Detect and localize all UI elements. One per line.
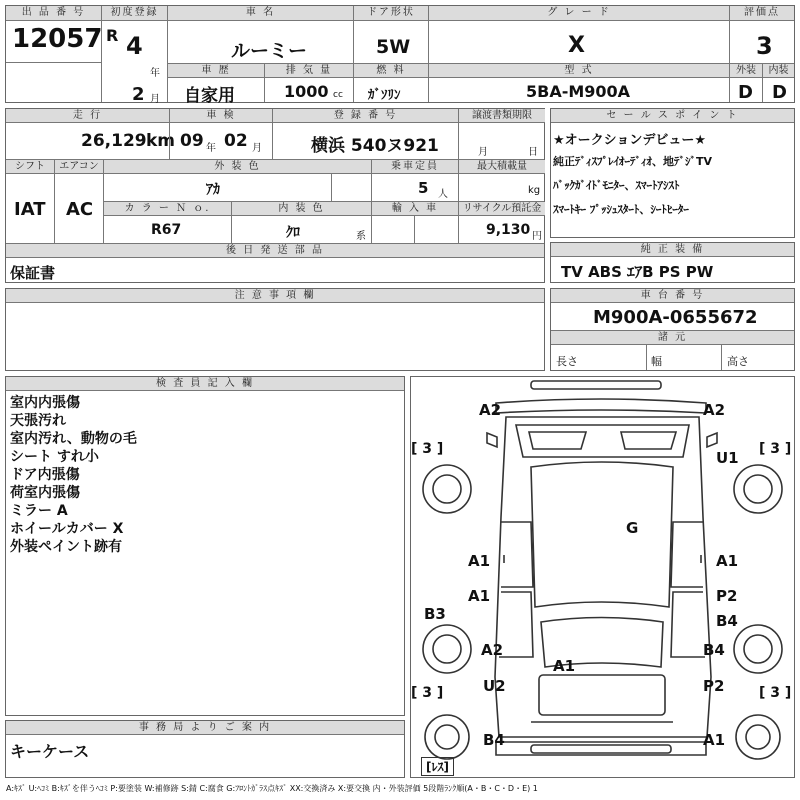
list-item: ミラー A: [10, 503, 68, 519]
mileage-unit: km: [146, 131, 176, 151]
list-item: 外装ペイント跡有: [10, 539, 122, 555]
max-load-header: 最大積載量: [459, 160, 545, 174]
capacity: 5: [418, 179, 429, 197]
month-unit: 月: [150, 94, 160, 105]
list-item: ドア内張傷: [10, 467, 80, 483]
inspector-box: [5, 376, 405, 716]
sales-line: ｽﾏｰﾄｷｰ ﾌﾟｯｼｭｽﾀｰﾄ、ｼｰﾄﾋｰﾀｰ: [553, 203, 689, 216]
chassis-box: [550, 288, 795, 371]
model-header: 型 式: [429, 64, 729, 78]
capacity-unit: 人: [438, 189, 448, 200]
inspection-year: 09: [180, 131, 204, 151]
plate: 横浜 540ヌ921: [311, 136, 439, 156]
details-table: [5, 108, 545, 283]
interior-grade: D: [772, 82, 787, 103]
year-unit: 年: [150, 68, 160, 79]
transfer-day-unit: 日: [528, 147, 538, 158]
list-item: 室内内張傷: [10, 395, 80, 411]
transfer-month-unit: 月: [478, 147, 488, 158]
damage-label: B4: [703, 641, 725, 659]
later-header: 後 日 発 送 部 品: [6, 244, 544, 258]
ac-header: エアコン: [55, 160, 103, 174]
inspection-month-unit: 月: [252, 143, 262, 154]
notes-box: [5, 288, 545, 371]
recycle-header: リサイクル預託金: [459, 202, 545, 216]
damage-label: B3: [424, 605, 446, 623]
history-header: 車 歴: [168, 64, 264, 78]
sales-line: ★オークションデビュー★: [553, 133, 707, 148]
displacement: 1000: [284, 82, 329, 101]
later: 保証書: [10, 264, 56, 282]
color-no-header: カ ラ ー Ｎ ｏ.: [104, 202, 231, 216]
list-item: 室内汚れ、動物の毛: [10, 431, 137, 447]
era: R: [106, 26, 119, 45]
equipment-header: 純 正 装 備: [551, 243, 794, 257]
door-header: ドア形状: [354, 6, 428, 21]
shift: IAT: [14, 199, 46, 220]
car-name: ルーミー: [231, 40, 308, 62]
reg-year: 4: [126, 32, 143, 60]
notes-header: 注 意 事 項 欄: [6, 289, 544, 303]
shift-header: シフト: [6, 160, 54, 174]
damage-label: A1: [468, 587, 491, 605]
damage-label: A1: [703, 731, 726, 749]
office-header: 事 務 局 よ り ご 案 内: [6, 721, 404, 735]
spare-tire: [ﾚｽ]: [421, 757, 454, 776]
ext-color: ｱｶ: [206, 182, 220, 198]
int-color: ｸﾛ: [286, 225, 300, 241]
damage-label: A2: [703, 401, 726, 419]
grade-header: グ レ ー ド: [429, 6, 729, 21]
chassis-number: M900A-0655672: [593, 307, 758, 328]
car-diagram: [410, 376, 795, 778]
damage-label: A2: [479, 401, 502, 419]
width-label: 幅: [651, 355, 662, 368]
lot-number: 12057: [12, 24, 103, 54]
history: 自家用: [184, 86, 235, 106]
list-item: 荷室内張傷: [10, 485, 80, 501]
sales-box: [550, 108, 795, 238]
grade: X: [568, 33, 585, 58]
inspection-header: 車 検: [170, 109, 272, 123]
capacity-header: 乗車定員: [372, 160, 458, 174]
legend: A:ｷｽﾞ U:ﾍｺﾐ B:ｷｽﾞを伴うﾍｺﾐ P:要塗装 W:補修跡 S:錆 C:腐食 G:ﾌﾛﾝﾄｶﾞﾗｽ点ｷｽﾞ XX:交換済み X:要交換 内・外装評価 5段階ﾗﾝｸ順(A・B・C・D・E) 1: [6, 784, 538, 793]
damage-label: A1: [716, 552, 739, 570]
reg-month: 2: [132, 84, 145, 105]
plate-header: 登 録 番 号: [273, 109, 458, 123]
damage-label: U1: [716, 449, 739, 467]
score: 3: [756, 32, 773, 60]
damage-label: G: [626, 519, 639, 537]
list-item: ホイールカバー X: [10, 521, 124, 537]
interior-header: 内装: [763, 64, 794, 78]
first-reg-header: 初度登録: [102, 6, 167, 21]
door: 5W: [376, 36, 411, 58]
damage-label: A1: [468, 552, 491, 570]
equipment-value: TV ABS ｴｱB PS PW: [561, 263, 714, 281]
int-color-header: 内 装 色: [232, 202, 371, 216]
list-item: 天張汚れ: [10, 413, 66, 429]
dims-header: 諸 元: [551, 331, 794, 345]
list-item: シート すれ小: [10, 449, 99, 465]
color-no: R67: [151, 222, 182, 238]
inspection-month: 02: [224, 131, 248, 151]
mileage-header: 走 行: [6, 109, 169, 123]
lot-header: 出 品 番 号: [6, 6, 101, 21]
damage-label: B4: [483, 731, 505, 749]
sales-line: ﾊﾞｯｸｶﾞｲﾄﾞﾓﾆﾀｰ、ｽﾏｰﾄｱｼｽﾄ: [553, 179, 680, 192]
damage-label: A1: [553, 657, 576, 675]
inspector-list: [10, 394, 137, 556]
ext-color-header: 外 装 色: [104, 160, 371, 174]
recycle: 9,130: [486, 222, 531, 238]
import-header: 輸 入 車: [372, 202, 458, 216]
tire-tread: [ 3 ]: [411, 685, 444, 701]
car-outline: [411, 377, 794, 777]
displacement-unit: cc: [333, 90, 343, 100]
inspection-year-unit: 年: [206, 143, 216, 154]
damage-label: P2: [703, 677, 725, 695]
tire-tread: [ 3 ]: [759, 441, 792, 457]
tire-tread: [ 3 ]: [411, 441, 444, 457]
length-label: 長さ: [556, 355, 578, 368]
office-box: [5, 720, 405, 778]
exterior-header: 外装: [730, 64, 762, 78]
sales-header: セ ー ル ス ポ イ ン ト: [551, 109, 794, 123]
car-name-header: 車 名: [168, 6, 353, 21]
damage-label: P2: [716, 587, 738, 605]
mileage: 26,129: [81, 131, 147, 151]
displacement-header: 排 気 量: [265, 64, 353, 78]
fuel-header: 燃 料: [354, 64, 428, 78]
damage-label: B4: [716, 612, 738, 630]
score-header: 評価点: [730, 6, 794, 21]
int-color-unit: 系: [356, 231, 366, 242]
height-label: 高さ: [727, 355, 749, 368]
ac: AC: [66, 199, 94, 220]
top-table: [5, 5, 795, 106]
equipment-box: [550, 242, 795, 283]
recycle-unit: 円: [532, 231, 542, 242]
inspector-header: 検 査 員 記 入 欄: [6, 377, 404, 391]
fuel: ｶﾞｿﾘﾝ: [368, 88, 401, 103]
transfer-header: 譲渡書類期限: [459, 109, 545, 123]
damage-label: U2: [483, 677, 506, 695]
model: 5BA-M900A: [526, 82, 631, 101]
tire-tread: [ 3 ]: [759, 685, 792, 701]
sales-line: 純正ﾃﾞｨｽﾌﾟﾚｲｵｰﾃﾞｨｵ、地ﾃﾞｼﾞTV: [553, 155, 713, 168]
exterior-grade: D: [738, 82, 753, 103]
damage-label: A2: [481, 641, 504, 659]
max-load-unit: kg: [528, 185, 541, 196]
chassis-header: 車 台 番 号: [551, 289, 794, 303]
office-value: キーケース: [10, 742, 90, 761]
